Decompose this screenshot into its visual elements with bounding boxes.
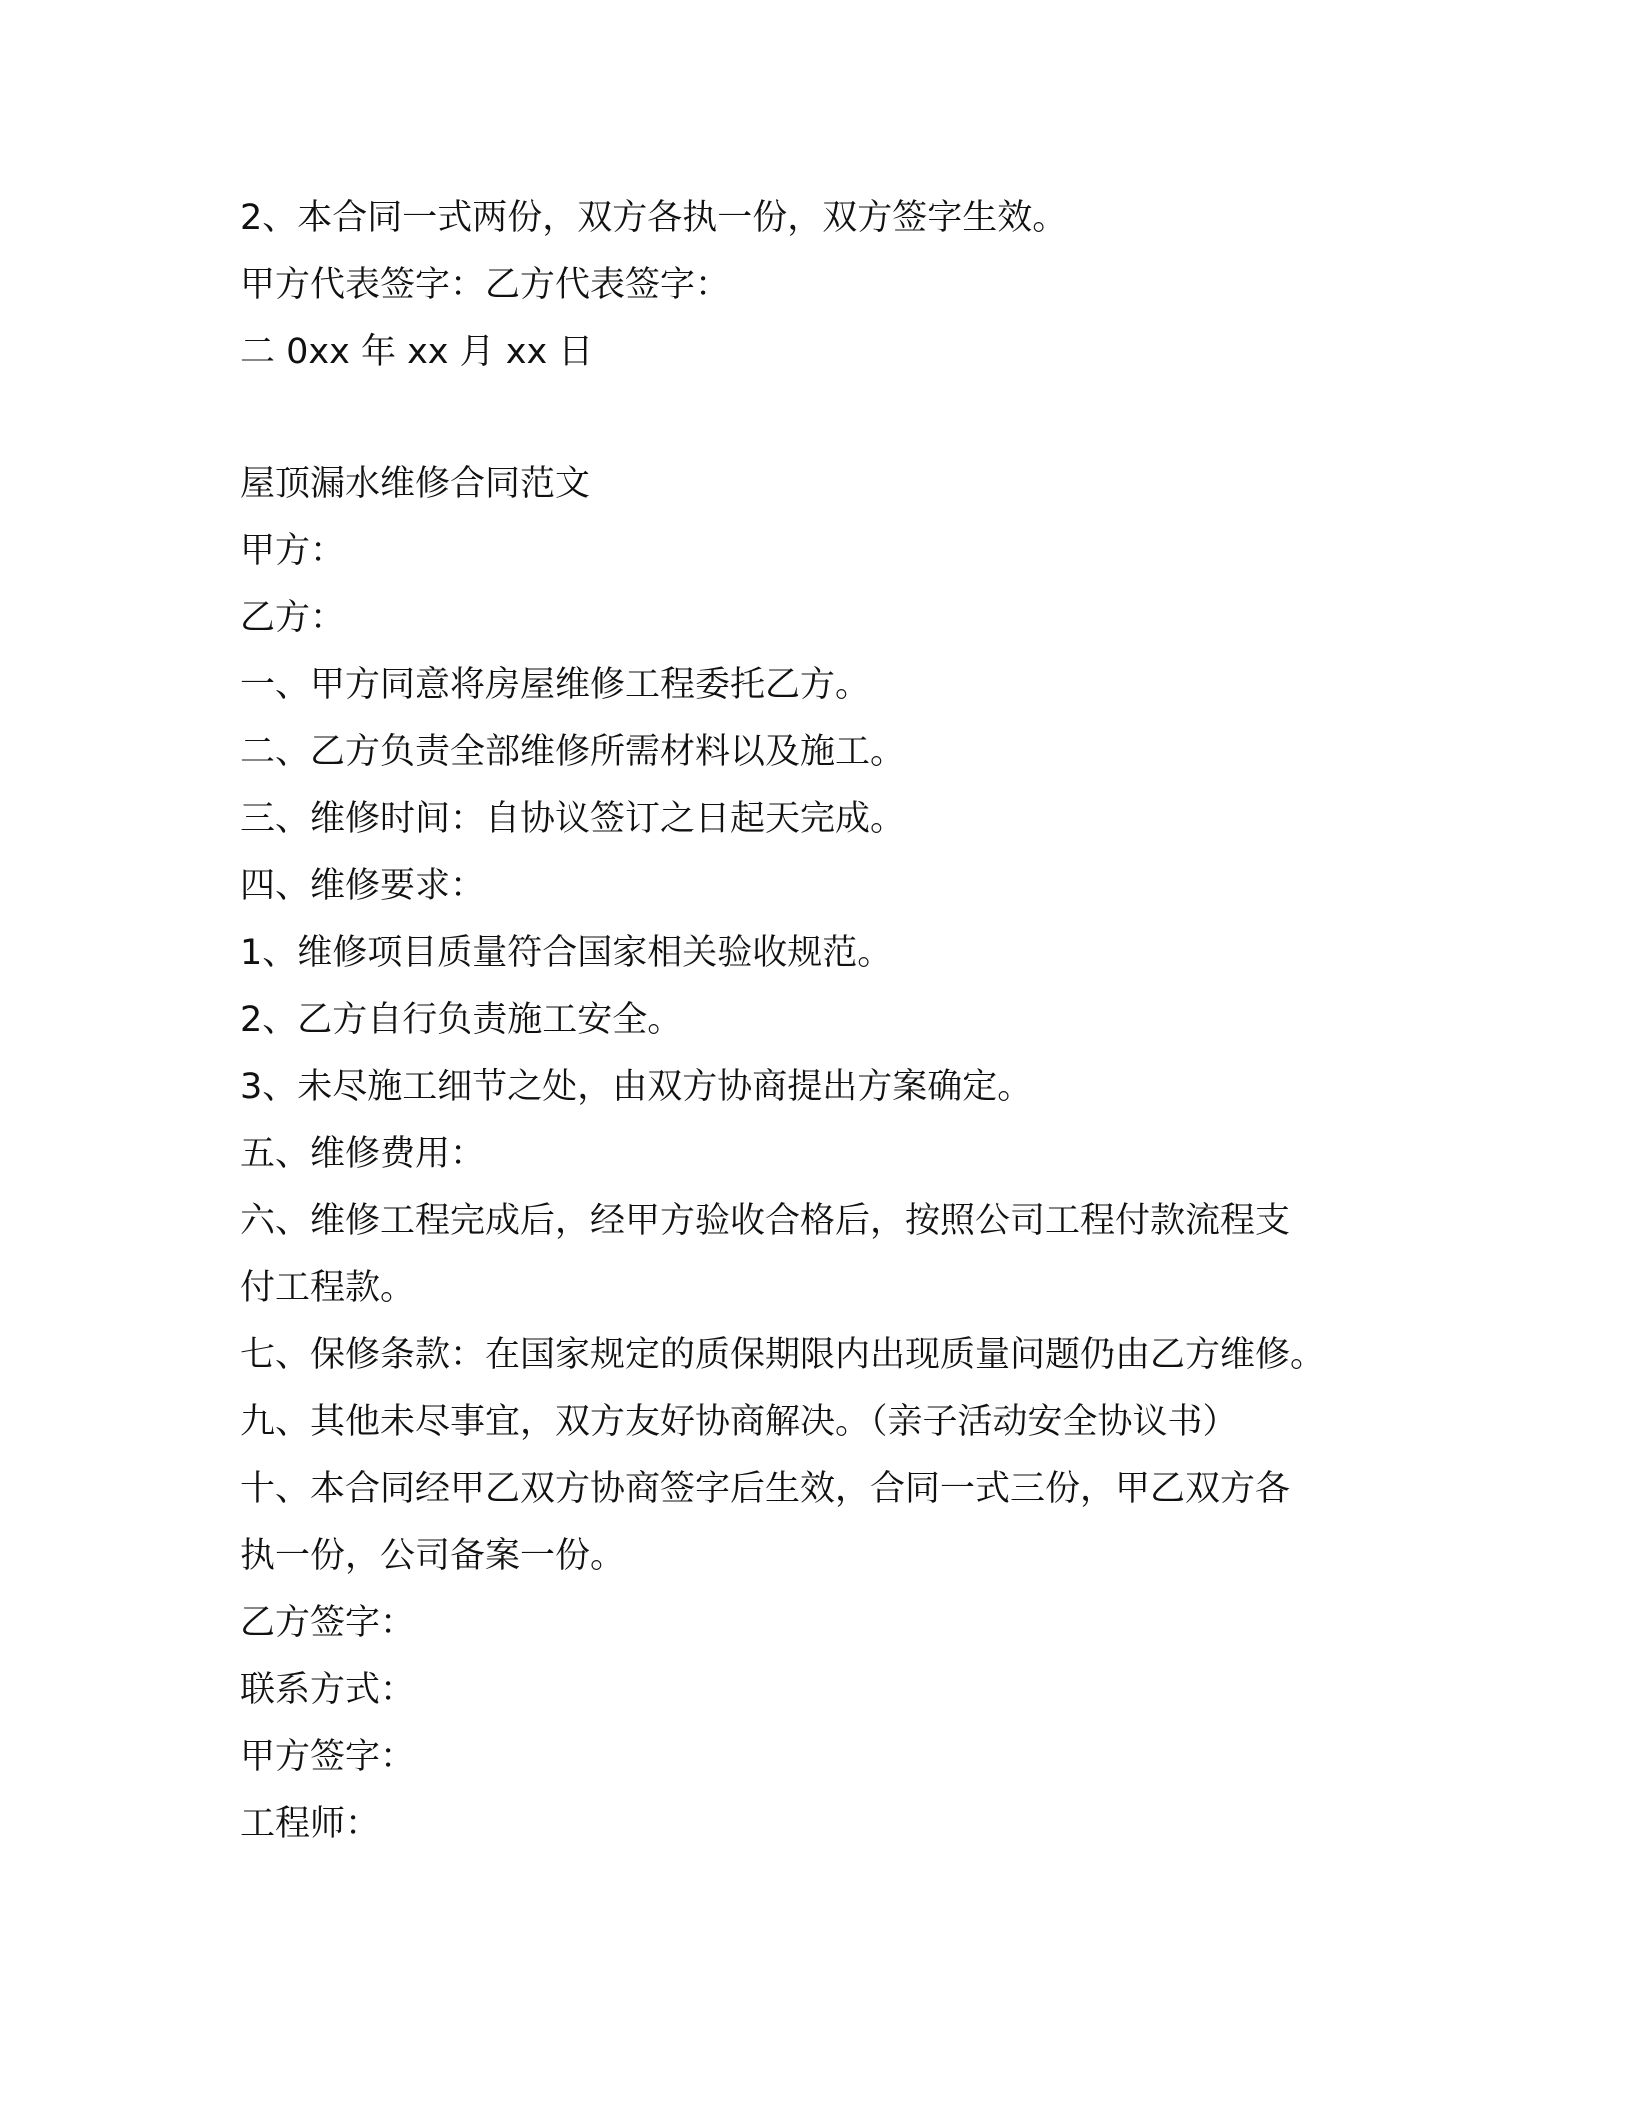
clause-4: 四、维修要求： xyxy=(240,866,486,906)
party-a-label: 甲方： xyxy=(240,531,346,571)
engineer-label: 工程师： xyxy=(240,1804,381,1844)
clause-10-line-2: 执一份，公司备案一份。 xyxy=(240,1536,626,1576)
party-b-label: 乙方： xyxy=(240,598,346,638)
contract-title: 屋顶漏水维修合同范文 xyxy=(240,464,591,504)
clause-9: 九、其他未尽事宜，双方友好协商解决。（亲子活动安全协议书） xyxy=(240,1402,1238,1442)
clause-10-line-1: 十、本合同经甲乙双方协商签字后生效，合同一式三份，甲乙双方各 xyxy=(240,1469,1291,1509)
clause-1: 一、甲方同意将房屋维修工程委托乙方。 xyxy=(240,665,871,705)
sign-party-b: 乙方签字： xyxy=(240,1603,416,1643)
intro-date: 二 0xx 年 xx 月 xx 日 xyxy=(240,332,594,372)
contact-label: 联系方式： xyxy=(240,1670,416,1710)
clause-6-line-1: 六、维修工程完成后，经甲方验收合格后，按照公司工程付款流程支 xyxy=(240,1201,1291,1241)
intro-signatures: 甲方代表签字：乙方代表签字： xyxy=(240,265,731,305)
clause-3: 三、维修时间：自协议签订之日起天完成。 xyxy=(240,799,906,839)
intro-clause-2: 2、本合同一式两份，双方各执一份，双方签字生效。 xyxy=(240,198,1068,238)
requirement-2: 2、乙方自行负责施工安全。 xyxy=(240,1000,683,1040)
requirement-1: 1、维修项目质量符合国家相关验收规范。 xyxy=(240,933,893,973)
sign-party-a: 甲方签字： xyxy=(240,1737,416,1777)
clause-2: 二、乙方负责全部维修所需材料以及施工。 xyxy=(240,732,906,772)
clause-7: 七、保修条款：在国家规定的质保期限内出现质量问题仍由乙方维修。 xyxy=(240,1335,1326,1375)
clause-6-line-2: 付工程款。 xyxy=(240,1268,416,1308)
clause-5: 五、维修费用： xyxy=(240,1134,486,1174)
requirement-3: 3、未尽施工细节之处，由双方协商提出方案确定。 xyxy=(240,1067,1033,1107)
